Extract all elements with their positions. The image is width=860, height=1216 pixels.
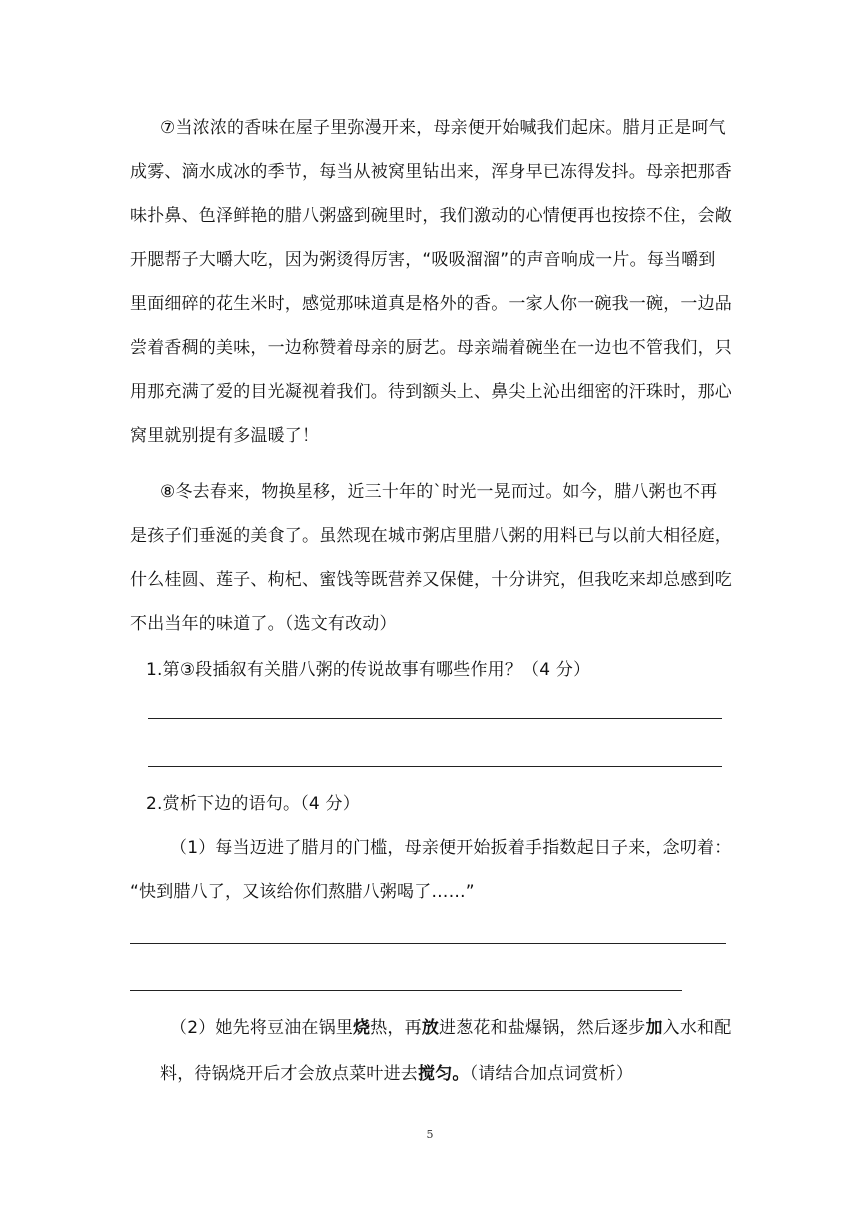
question-1: 1.第③段插叙有关腊八粥的传说故事有哪些作用？（4 分） xyxy=(146,660,591,680)
text-segment: 进葱花和盐爆锅，然后逐步 xyxy=(439,1018,646,1038)
emphasized-word: 加 xyxy=(645,1018,663,1038)
sub-question-2-line xyxy=(160,1062,633,1086)
emphasized-word: 烧 xyxy=(353,1018,371,1038)
text-segment: 入水和配 xyxy=(662,1018,732,1038)
answer-line[interactable] xyxy=(148,718,722,719)
text-segment: 料，待锅烧开后才会放点菜叶进去 xyxy=(160,1064,418,1084)
text-segment: （请结合加点词赏析） xyxy=(469,1064,634,1084)
sub-question-1-line: “快到腊八了，又该给你们熬腊八粥喝了……” xyxy=(130,882,475,902)
paragraph-line: 味扑鼻、色泽鲜艳的腊八粥盛到碗里时，我们激动的心情便再也按捺不住，会敞 xyxy=(130,206,732,226)
paragraph-line: 尝着香稠的美味，一边称赞着母亲的厨艺。母亲端着碗坐在一边也不管我们，只 xyxy=(130,338,732,358)
paragraph-line: 成雾、滴水成冰的季节，每当从被窝里钻出来，浑身早已冻得发抖。母亲把那香 xyxy=(130,162,732,182)
emphasized-word: 搅匀。 xyxy=(418,1064,470,1084)
paragraph-line: 里面细碎的花生米时，感觉那味道真是格外的香。一家人你一碗我一碗，一边品 xyxy=(130,294,732,314)
sub-question-2-line xyxy=(170,1016,731,1040)
paragraph-line: ⑧冬去春来，物换星移，近三十年的`时光一晃而过。如今，腊八粥也不再 xyxy=(160,482,718,502)
paragraph-line: 开腮帮子大嚼大吃，因为粥烫得厉害，“吸吸溜溜”的声音响成一片。每当嚼到 xyxy=(130,250,716,270)
paragraph-line: ⑦当浓浓的香味在屋子里弥漫开来，母亲便开始喊我们起床。腊月正是呵气 xyxy=(160,118,726,138)
emphasized-word: 放 xyxy=(421,1018,440,1038)
answer-line[interactable] xyxy=(148,766,722,767)
page-number: 5 xyxy=(426,1128,434,1141)
paragraph-line: 不出当年的味道了。（选文有改动） xyxy=(130,614,397,634)
text-segment: 热，再 xyxy=(370,1018,422,1038)
sub-question-1-line: （1）每当迈进了腊月的门槛，母亲便开始扳着手指数起日子来，念叨着： xyxy=(170,838,732,858)
paragraph-line: 是孩子们垂涎的美食了。虽然现在城市粥店里腊八粥的用料已与以前大相径庭， xyxy=(130,526,732,546)
paragraph-line: 用那充满了爱的目光凝视着我们。待到额头上、鼻尖上沁出细密的汗珠时，那心 xyxy=(130,382,732,402)
text-segment: （2）她先将豆油在锅里 xyxy=(170,1018,354,1038)
paragraph-line: 窝里就别提有多温暖了！ xyxy=(130,426,320,446)
answer-line[interactable] xyxy=(130,990,682,991)
question-2: 2.赏析下边的语句。（4 分） xyxy=(146,794,360,814)
paragraph-line: 什么桂圆、莲子、枸杞、蜜饯等既营养又保健，十分讲究，但我吃来却总感到吃 xyxy=(130,570,732,590)
answer-line[interactable] xyxy=(130,943,726,944)
